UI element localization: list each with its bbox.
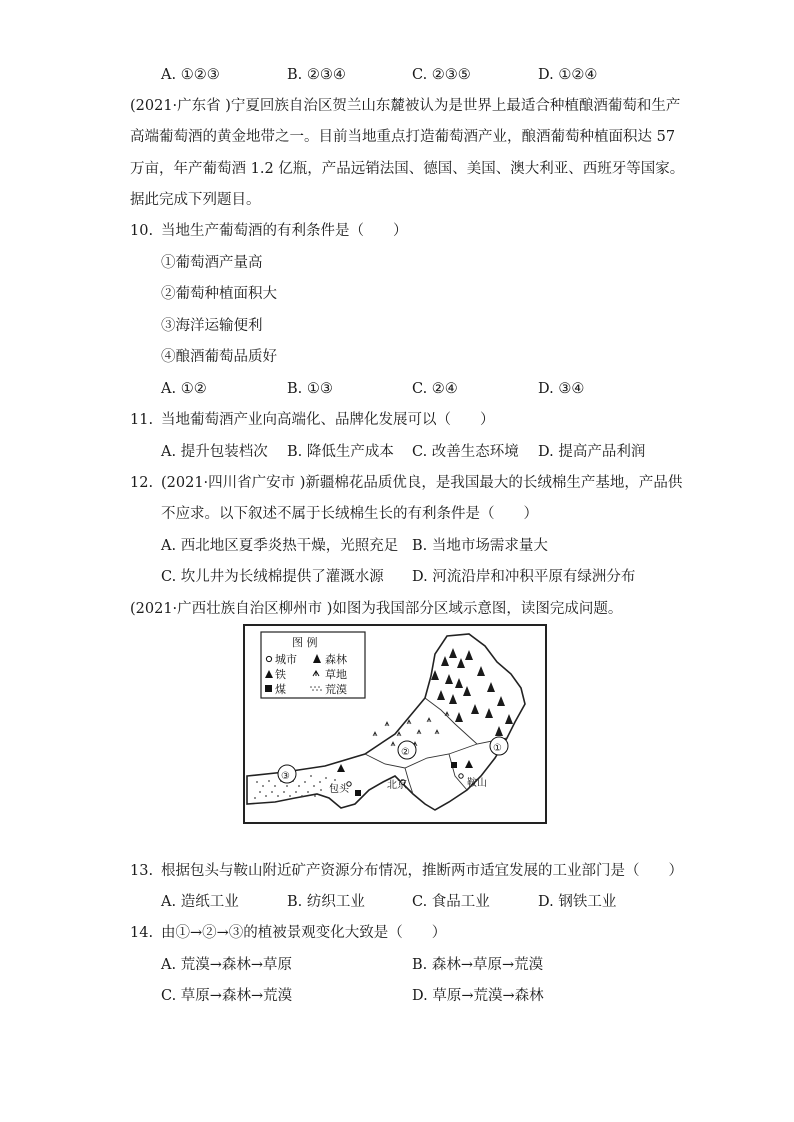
- option-c: C. 草原→森林→荒漠: [161, 988, 293, 1004]
- passage1-line-4: 据此完成下列题目。: [130, 192, 261, 208]
- option-d: D. ③④: [538, 381, 585, 397]
- option-c: C. ②④: [412, 381, 458, 397]
- question-stem: 根据包头与鞍山附近矿产资源分布情况，推断两市适宜发展的工业部门是（ ）: [161, 863, 683, 879]
- option-c: C. ②③⑤: [412, 67, 471, 83]
- statement-item: ①葡萄酒产量高: [161, 255, 263, 271]
- statement-item: ②葡萄种植面积大: [161, 286, 277, 302]
- option-a: A. 西北地区夏季炎热干燥，光照充足: [161, 538, 399, 554]
- option-c: C. 改善生态环境: [412, 444, 519, 460]
- legend-city: 城市: [275, 653, 297, 666]
- label-region-3: ③: [281, 771, 290, 782]
- question-number: 11.: [130, 412, 154, 428]
- statement-item: ④酿酒葡萄品质好: [161, 349, 277, 365]
- option-a: A. 造纸工业: [161, 894, 239, 910]
- option-a: A. 荒漠→森林→草原: [161, 957, 292, 973]
- legend-title: 图 例: [292, 636, 318, 649]
- legend-forest: 森林: [325, 653, 347, 666]
- passage1-line-2: 高端葡萄酒的黄金地带之一。目前当地重点打造葡萄酒产业，酿酒葡萄种植面积达 57: [130, 129, 676, 145]
- option-b: B. 降低生产成本: [287, 444, 394, 460]
- label-beijing: 北京: [387, 780, 407, 791]
- statement-item: ③海洋运输便利: [161, 318, 263, 334]
- option-b: B. 森林→草原→荒漠: [412, 957, 544, 973]
- option-d: D. ①②④: [538, 67, 598, 83]
- question-number: 13.: [130, 863, 154, 879]
- option-d: D. 钢铁工业: [538, 894, 617, 910]
- question-number: 10.: [130, 223, 154, 239]
- label-region-1: ①: [493, 743, 502, 754]
- option-d: D. 河流沿岸和冲积平原有绿洲分布: [412, 569, 636, 585]
- question-number: 14.: [130, 925, 154, 941]
- option-c: C. 食品工业: [412, 894, 490, 910]
- option-b: B. 当地市场需求量大: [412, 538, 548, 554]
- question-stem: 由①→②→③的植被景观变化大致是（ ）: [161, 925, 447, 941]
- label-anshan: 鞍山: [467, 778, 487, 789]
- question-stem-line-1: (2021·四川省广安市 )新疆棉花品质优良，是我国最大的长绒棉生产基地，产品供: [161, 475, 683, 491]
- option-b: B. ①③: [287, 381, 333, 397]
- option-b: B. 纺织工业: [287, 894, 365, 910]
- label-region-2: ②: [401, 747, 410, 758]
- option-d: D. 提高产品利润: [538, 444, 646, 460]
- region-map: [243, 624, 547, 824]
- legend-grassland: 草地: [325, 668, 347, 681]
- legend-iron: 铁: [275, 668, 286, 681]
- passage1-line-3: 万亩，年产葡萄酒 1.2 亿瓶，产品远销法国、德国、美国、澳大利亚、西班牙等国家。: [130, 161, 685, 177]
- option-a: A. 提升包装档次: [161, 444, 268, 460]
- question-stem: 当地葡萄酒产业向高端化、品牌化发展可以（ ）: [161, 412, 495, 428]
- legend-coal: 煤: [275, 683, 286, 696]
- option-d: D. 草原→荒漠→森林: [412, 988, 544, 1004]
- question-number: 12.: [130, 475, 154, 491]
- question-stem: 当地生产葡萄酒的有利条件是（ ）: [161, 223, 408, 239]
- option-b: B. ②③④: [287, 67, 346, 83]
- question-stem-line-2: 不应求。以下叙述不属于长绒棉生长的有利条件是（ ）: [161, 506, 538, 522]
- legend-desert: 荒漠: [325, 683, 347, 696]
- option-c: C. 坎儿井为长绒棉提供了灌溉水源: [161, 569, 384, 585]
- option-a: A. ①②: [161, 381, 207, 397]
- option-a: A. ①②③: [161, 67, 220, 83]
- label-baotou: 包头: [329, 784, 349, 795]
- passage1-line-1: (2021·广东省 )宁夏回族自治区贺兰山东麓被认为是世界上最适合种植酿酒葡萄和生产: [130, 98, 681, 114]
- passage2-text: (2021·广西壮族自治区柳州市 )如图为我国部分区域示意图，读图完成问题。: [130, 601, 623, 617]
